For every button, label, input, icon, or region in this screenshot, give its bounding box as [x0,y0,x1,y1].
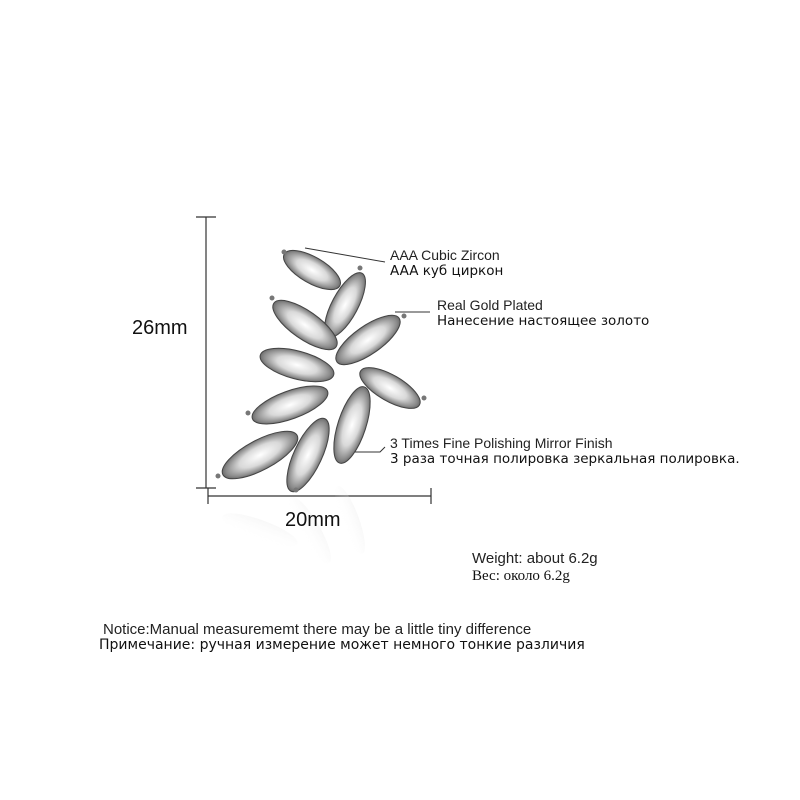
height-label: 26mm [132,317,188,339]
gold-label-ru: Нанесение настоящее золото [437,313,650,329]
weight-label-en: Weight: about 6.2g [472,550,598,567]
height-dimension-line [196,217,216,488]
notice-ru: Примечание: ручная измерение может немного тонкие различия [99,637,585,653]
polish-label-ru: 3 раза точная полировка зеркальная полировка. [390,451,740,467]
stone [326,383,377,468]
notice-en: Notice:Manual measurememt there may be a little tiny difference [103,621,532,638]
polish-leader [355,447,385,452]
polish-label-en: 3 Times Fine Polishing Mirror Finish [390,435,613,451]
width-label: 20mm [285,509,341,531]
zircon-label-en: AAA Cubic Zircon [390,247,500,263]
stone [278,243,346,298]
zircon-label-ru: AAA куб циркон [390,263,504,279]
width-dimension-line [208,488,431,504]
weight-label-ru: Вес: около 6.2g [472,568,570,584]
gold-label-en: Real Gold Plated [437,297,543,313]
